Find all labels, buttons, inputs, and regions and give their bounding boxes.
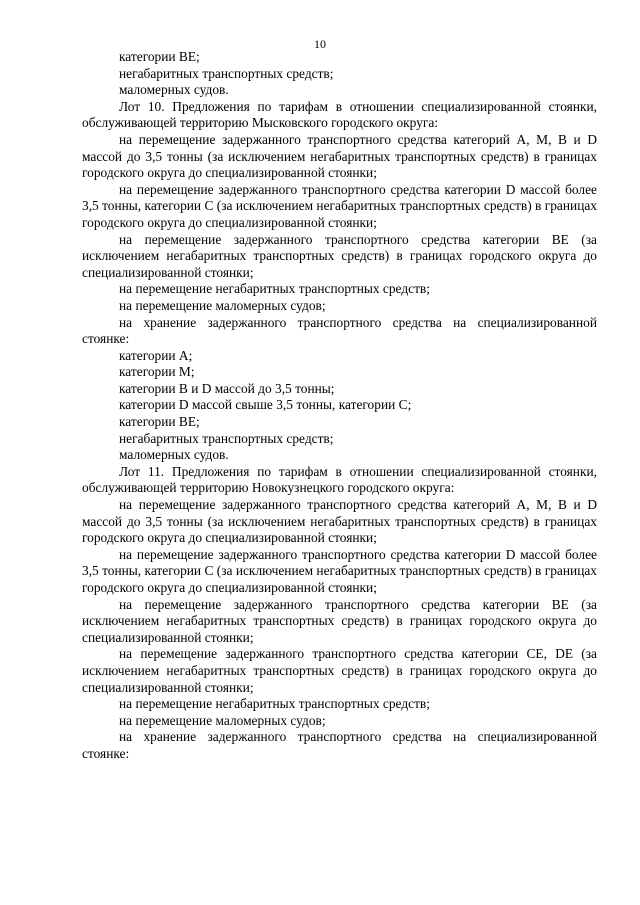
paragraph: на перемещение задержанного транспортного средства категории ВЕ (за исключением негабаритных транспортных средств) в границах городского округа до специализированной стоянки; bbox=[82, 596, 597, 645]
paragraph: негабаритных транспортных средств; bbox=[119, 65, 334, 81]
paragraph: категории ВЕ; bbox=[119, 414, 200, 430]
paragraph: Лот 11. Предложения по тарифам в отношении специализированной стоянки, обслуживающей территорию Новокузнецкого городского округа: bbox=[82, 463, 597, 496]
paragraph: на перемещение задержанного транспортного средства категории СЕ, DE (за исключением негабаритных транспортных средств) в границах городского округа до специализированной стоянки; bbox=[82, 646, 597, 695]
document-body bbox=[82, 49, 597, 763]
paragraph: на перемещение задержанного транспортного средства категории D массой более 3,5 тонны, категории С (за исключением негабаритных транспортных средств) в границах городского округа до специализированной стоянки; bbox=[82, 181, 597, 230]
paragraph: на перемещение задержанного транспортного средства категории D массой более 3,5 тонны, категории С (за исключением негабаритных транспортных средств) в границах городского округа до специализированной стоянки; bbox=[82, 546, 597, 595]
paragraph: на перемещение задержанного транспортного средства категорий А, М, В и D массой до 3,5 тонны (за исключением негабаритных транспортных средств) в границах городского округа до специализированной стоянки; bbox=[82, 131, 597, 181]
paragraph: Лот 10. Предложения по тарифам в отношении специализированной стоянки, обслуживающей территорию Мысковского городского округа: bbox=[82, 98, 597, 131]
paragraph: на перемещение негабаритных транспортных средств; bbox=[119, 281, 430, 297]
paragraph: маломерных судов. bbox=[119, 447, 229, 463]
paragraph: негабаритных транспортных средств; bbox=[119, 430, 334, 446]
paragraph: категории М; bbox=[119, 364, 195, 380]
paragraph: категории А; bbox=[119, 347, 193, 363]
paragraph: категории D массой свыше 3,5 тонны, категории С; bbox=[119, 397, 412, 413]
paragraph: на перемещение задержанного транспортного средства категории ВЕ (за исключением негабаритных транспортных средств) в границах городского округа до специализированной стоянки; bbox=[82, 231, 597, 280]
paragraph: категории ВЕ; bbox=[119, 49, 200, 64]
paragraph: на перемещение маломерных судов; bbox=[119, 712, 326, 728]
paragraph: на хранение задержанного транспортного средства на специализированной стоянке: bbox=[82, 314, 597, 347]
paragraph: категории В и D массой до 3,5 тонны; bbox=[119, 380, 335, 396]
paragraph: маломерных судов. bbox=[119, 82, 229, 98]
paragraph: на хранение задержанного транспортного средства на специализированной стоянке: bbox=[82, 729, 597, 761]
paragraph: на перемещение маломерных судов; bbox=[119, 297, 326, 313]
paragraph: на перемещение негабаритных транспортных средств; bbox=[119, 696, 430, 712]
page-number: 10 bbox=[314, 37, 326, 51]
paragraph: на перемещение задержанного транспортного средства категорий А, М, В и D массой до 3,5 тонны (за исключением негабаритных транспортных средств) в границах городского округа до специализированной стоянки; bbox=[82, 497, 597, 546]
